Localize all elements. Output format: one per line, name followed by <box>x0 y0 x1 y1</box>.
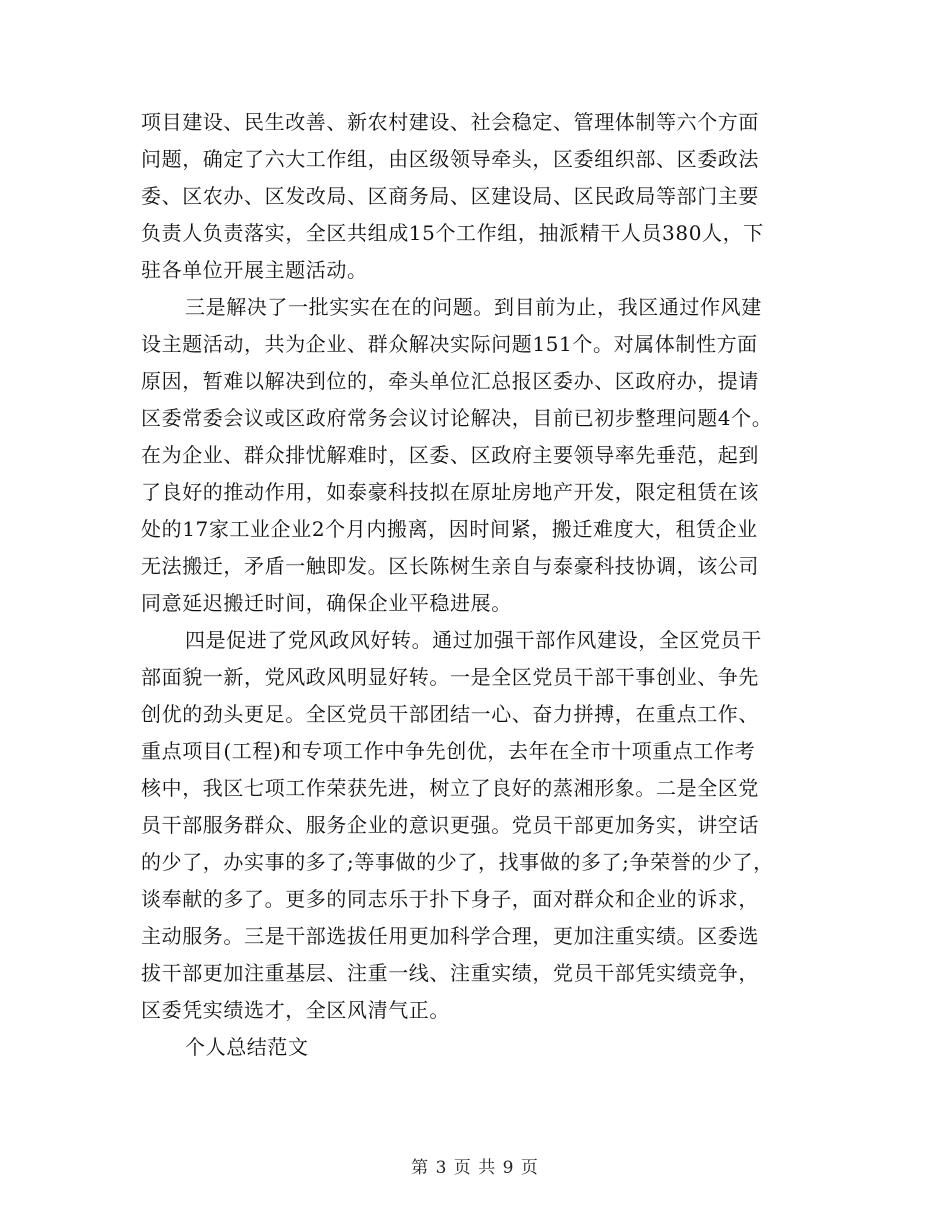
text-line: 个人总结范文 <box>185 1035 309 1059</box>
text-line: 创优的劲头更足。全区党员干部团结一心、奋力拼搏，在重点工作、 <box>141 702 759 726</box>
text-line: 设主题活动，共为企业、群众解决实际问题151个。对属体制性方面 <box>141 332 758 356</box>
text-line: 员干部服务群众、服务企业的意识更强。党员干部更加务实，讲空话 <box>141 813 759 837</box>
text-line: 重点项目(工程)和专项工作中争先创优，去年在全市十项重点工作考 <box>141 739 756 763</box>
text-line: 了良好的推动作用，如泰豪科技拟在原址房地产开发，限定租赁在该 <box>141 480 759 504</box>
text-line: 区委凭实绩选才，全区风清气正。 <box>141 998 450 1022</box>
text-line: 无法搬迁，矛盾一触即发。区长陈树生亲自与泰豪科技协调，该公司 <box>141 554 759 578</box>
text-line: 委、区农办、区发改局、区商务局、区建设局、区民政局等部门主要 <box>141 184 759 208</box>
text-line: 四是促进了党风政风好转。通过加强干部作风建设，全区党员干 <box>185 628 762 652</box>
text-line: 原因，暂难以解决到位的，牵头单位汇总报区委办、区政府办，提请 <box>141 369 759 393</box>
text-line: 在为企业、群众排忧解难时，区委、区政府主要领导率先垂范，起到 <box>141 443 759 467</box>
text-line: 问题，确定了六大工作组，由区级领导牵头，区委组织部、区委政法 <box>141 147 759 171</box>
text-line: 区委常委会议或区政府常务会议讨论解决，目前已初步整理问题4个。 <box>141 406 773 430</box>
body-text <box>141 104 809 1066</box>
text-line: 处的17家工业企业2个月内搬离，因时间紧，搬迁难度大，租赁企业 <box>141 517 758 541</box>
text-line: 谈奉献的多了。更多的同志乐于扑下身子，面对群众和企业的诉求， <box>141 887 759 911</box>
text-line: 主动服务。三是干部选拔任用更加科学合理，更加注重实绩。区委选 <box>141 924 759 948</box>
text-line: 三是解决了一批实实在在的问题。到目前为止，我区通过作风建 <box>185 295 762 319</box>
text-line: 的少了，办实事的多了;等事做的少了，找事做的多了;争荣誉的少了， <box>141 850 774 874</box>
text-line: 项目建设、民生改善、新农村建设、社会稳定、管理体制等六个方面 <box>141 110 759 134</box>
text-line: 拔干部更加注重基层、注重一线、注重实绩，党员干部凭实绩竞争， <box>141 961 759 985</box>
page-footer: 第 3 页 共 9 页 <box>411 1158 539 1178</box>
text-line: 驻各单位开展主题活动。 <box>141 258 368 282</box>
text-line: 负责人负责落实，全区共组成15个工作组，抽派精干人员380人，下 <box>141 221 764 245</box>
text-line: 核中，我区七项工作荣获先进，树立了良好的蒸湘形象。二是全区党 <box>141 776 759 800</box>
text-line: 同意延迟搬迁时间，确保企业平稳进展。 <box>141 591 512 615</box>
text-line: 部面貌一新，党风政风明显好转。一是全区党员干部干事创业、争先 <box>141 665 759 689</box>
